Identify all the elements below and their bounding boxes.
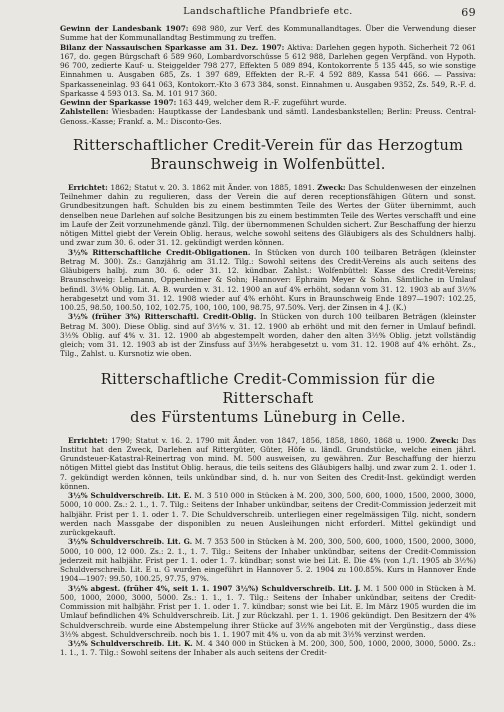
paragraph-errichtet-zweck-celle: Errichtet: 1790; Statut v. 16. 2. 1790 mit Änder. von 1847, 1856, 1858, 1860, 1868 u. 1900. Zweck: Das Institut hat den Zweck, Darlehen auf Rittergüter, Güter, Höfe u. ländl. Grundstücke, welche einen jährl. Grundsteuer-Katastral-Reinertrag von mind. M. 500 ausweisen, zu gewähren. Zur Beschaffung der hierzu nötigen Mittel giebt das Institut Oblig. heraus, die teils seitens des Gläubigers halbj. und zwar zum 2. 1. oder 1. 7. gekündigt werden können, teils unkündbar sind, d. h. nur von Seiten des Credit-Inst. gekündigt werden können. bbox=[60, 435, 476, 491]
paragraph-landesbank-gewinn: Gewinn der Landesbank 1907: 698 980, zur Verf. des Kommunallandtages. Über die Verwendung dieser Summe hat der Kommunallandtag Bestimmung zu treffen. bbox=[60, 24, 476, 43]
paragraph-zahlstellen: Zahlstellen: Wiesbaden: Hauptkasse der Landesbank und sämtl. Landesbankstellen; Berlin: Preuss. Central-Genoss.-Kasse; Frankf. a. M.: Disconto-Ges. bbox=[60, 107, 476, 126]
paragraph-frueher-oblig: 3½% (früher 3%) Ritterschaftl. Credit-Oblig. In Stücken von durch 100 teilbaren Beträgen (kleinster Betrag M. 300). Diese Oblig. sind auf 3½% v. 31. 12. 1900 ab erhöht und mit den ferner in Umlauf befindl. 3½% Oblig. auf 4% v. 31. 12. 1900 ab abgestempelt worden, daher den alten 3½% Oblig. jetzt vollständig gleich; vom 31. 12. 1903 ab ist der Zinsfuss auf 3½% herabgesetzt u. vom 31. 12. 1908 auf 4% erhöht. Zs., Tilg., Zahlst. u. Kursnotiz wie oben. bbox=[60, 312, 476, 359]
running-title: Landschaftliche Pfandbriefe etc. bbox=[183, 6, 353, 17]
paragraph-sparkasse-bilanz: Bilanz der Nassauischen Sparkasse am 31. Dez. 1907: Aktiva: Darlehen gegen hypoth. Sicherheit 72 061 167, do. gegen Bürgschaft 6 589 960, Lombardvorschüsse 5 612 988, Darlehen gegen Verpfänd. von Hypoth. 96 700, zedierte Kauf- u. Steiggelder 798 277, Effekten 5 089 894, Kontokorrente 5 135 445, so wie sonstige Einnahmen u. Ausgaben 685, Zs. 1 397 689, Effekten der R.-F. 4 592 889, Kassa 541 666. — Passiva: Sparkasseneinlag. 93 641 063, Kontokorr.-Kto 3 673 384, sonst. Einnahmen u. Ausgaben 9352, Zs. 549, R.-F. d. Sparkasse 4 593 013. Sa. M. 101 917 360. bbox=[60, 42, 476, 98]
paragraph-errichtet-zweck: Errichtet: 1862; Statut v. 20. 3. 1862 mit Änder. von 1885, 1891. Zweck: Das Schuldenwesen der einzelnen Teilnehmer dahin zu regulieren, dass der Verein die auf deren receptionsfähigen Gütern und sonst. Grundbesitzungen haft. Schulden bis zu einem bestimmten Teile des Wertes der Güter übernimmt, auch denselben neue Darlehen auf solche Besitzungen bis zu einem bestimmten Teile des Wertes verschafft und eine im Laufe der Zeit vorzunehmende gänzl. Tilg. der übernommenen Schulden sichert. Zur Beschaffung der hierzu nötigen Mittel giebt der Verein Oblig. heraus, welche sowohl seitens des Gläubigers als des Schuldners halbj. und zwar zum 30. 6. oder 31. 12. gekündigt werden können. bbox=[60, 182, 476, 248]
paragraph-lit-g: 3½% Schuldverschreib. Lit. G. M. 7 353 500 in Stücken à M. 200, 300, 500, 600, 1000, 1500, 2000, 3000, 5000, 10 000, 12 000. Zs.: 2. 1., 1. 7. Tilg.: Seitens der Inhaber unkündbar, seitens der Credit-Commission jederzeit mit halbjähr. Frist per 1. 1. oder 1. 7. kündbar; sonst wie bei Lit. E. Die 4% (von 1./1. 1905 ab 3½%) Schuldverschreib. Lit. E u. G wurden eingeführt in Hannover 5. 2. 1904 zu 100.85%. Kurs in Hannover Ende 1904—1907: 99.50, 100.25, 97.75, 97%. bbox=[60, 537, 477, 584]
paragraph-credit-obligationen: 3½% Ritterschaftliche Credit-Obligationen. In Stücken von durch 100 teilbaren Beträgen (kleinster Betrag M. 300). Zs.: Ganzjährig am 31.12. Tilg.: Sowohl seitens des Credit-Vereins als auch seitens des Gläubigers halbj. zum 30. 6. oder 31. 12. kündbar. Zahlst.: Wolfenbüttel: Kasse des Credit-Vereins; Braunschweig: Lehmann, Oppenheimer & Sohn; Hannover: Ephraim Meyer & Sohn. Sämtliche in Umlauf befindl. 3½% Oblig. Lit. A. B. wurden v. 31. 12. 1900 an auf 4% erhöht, sodann vom 31. 12. 1903 ab auf 3½% herabgesetzt und vom 31. 12. 1908 wieder auf 4% erhöht. Kurs in Braunschweig Ende 1897—1907: 102.25, 100.25, 98.50, 100.50, 102, 102.75, 100, 100, 100, 98.75, 97.50%. Verj. der Zinsen in 4 J. (K.) bbox=[60, 247, 476, 312]
section-title-braunschweig: Ritterschaftlicher Credit-Verein für das Herzogtum Braunschweig in Wolfenbüttel. bbox=[72, 137, 464, 173]
paragraph-lit-e: 3½% Schuldverschreib. Lit. E. M. 3 510 000 in Stücken à M. 200, 300, 500, 600, 1000, 1500, 2000, 3000, 5000, 10 000. Zs.: 2. 1., 1. 7. Tilg.: Seitens der Inhaber unkündbar, seitens der Credit-Commission jederzeit mit halbjähr. Frist per 1. 1. oder 1. 7. Die Schuldverschreib. unterliegen einer regelmässigen Tilg. nicht, sondern werden nach Massgabe der disponiblen zu neuen Ausleihungen nicht erforderl. Mittel gekündigt und zurückgekauft. bbox=[60, 491, 477, 537]
paragraph-lit-j: 3½% abgest. (früher 4%, seit 1. 1. 1907 3½%) Schuldverschreib. Lit. J. M. 1 500 000 in Stücken à M. 500, 1000, 2000, 3000, 5000. Zs.: 1. 1., 1. 7. Tilg.: Seitens der Inhaber unkündbar, seitens der Credit-Commission mit halbjähr. Frist per 1. 1. oder 1. 7. kündbar; sonst wie bei Lit. E. Im März 1905 wurden die im Umlauf befindlichen 4% Schuldverschreib. Lit. J zur Rückzahl. per 1. 1. 1906 gekündigt. Den Besitzern der 4% Schuldverschreib. wurde eine Abstempelung ihrer Stücke auf 3½% angeboten mit der Vergünstig., dass diese 3½% abgest. Schuldverschreib. noch bis 1. 1. 1907 mit 4% u. von da ab mit 3½% verzinst werden. bbox=[60, 583, 476, 639]
paragraph-sparkasse-gewinn: Gewinn der Sparkasse 1907: 163 449, welcher dem R.-F. zugeführt wurde. bbox=[60, 98, 347, 107]
paragraph-lit-k: 3½% Schuldverschreib. Lit. K. M. 4 340 000 in Stücken à M. 200, 300, 500, 1000, 2000, 3000, 5000. Zs.: 1. 1., 1. 7. Tilg.: Sowohl seitens der Inhaber als auch seitens der Credit- bbox=[60, 639, 476, 658]
section-title-lueneburg: Ritterschaftliche Credit-Commission für die Ritterschaft des Fürstentums Lüneburg in Celle. bbox=[100, 371, 436, 426]
running-header bbox=[60, 6, 476, 24]
page-number: 69 bbox=[461, 6, 476, 19]
